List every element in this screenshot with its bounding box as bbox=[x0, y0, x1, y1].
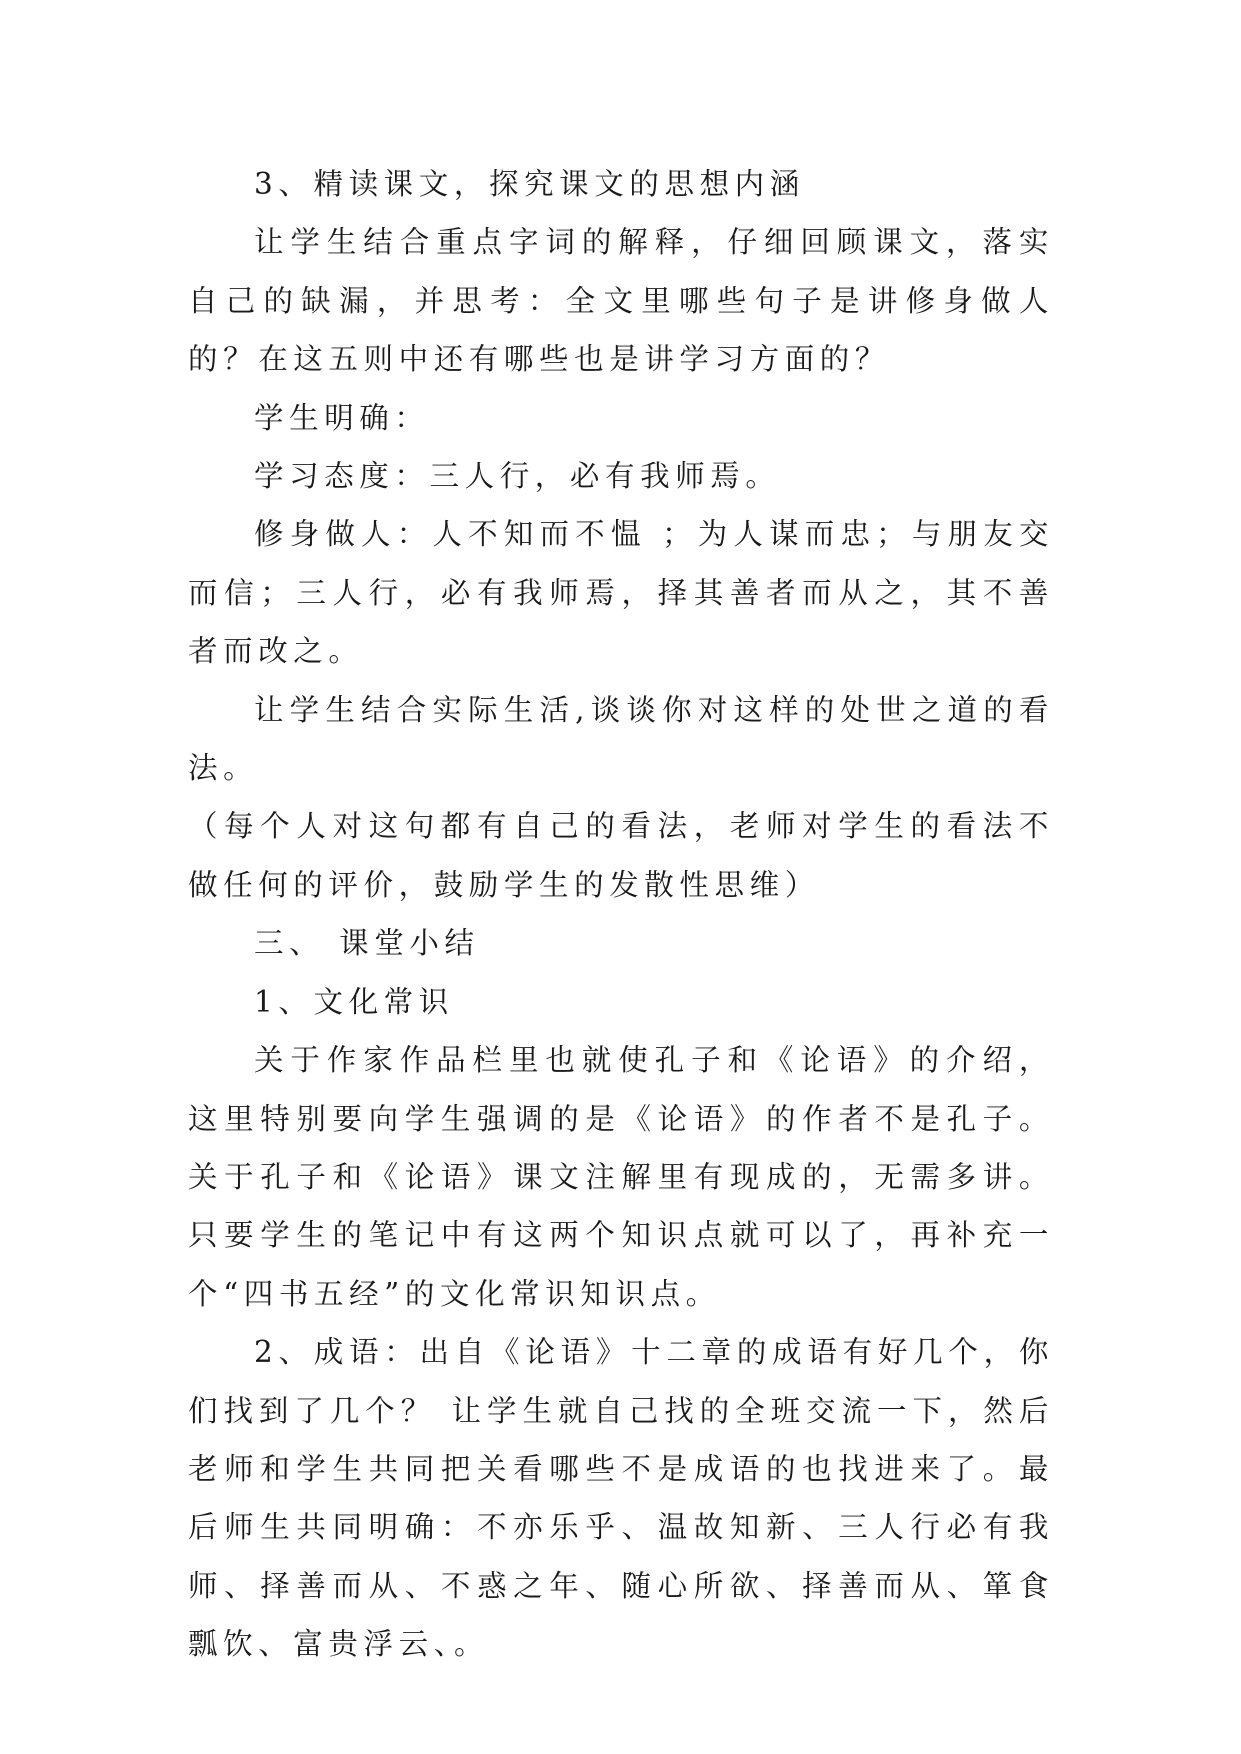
paragraph-teacher-note: （每个人对这句都有自己的看法，老师对学生的看法不做任何的评价，鼓励学生的发散性思维） bbox=[188, 809, 1054, 902]
paragraph-learning-attitude: 学习态度：三人行，必有我师焉。 bbox=[254, 459, 781, 494]
subheading-cultural-knowledge: 1、文化常识 bbox=[254, 984, 454, 1019]
paragraph-real-life-discussion: 让学生结合实际生活,谈谈你对这样的处世之道的看法。 bbox=[188, 692, 1054, 786]
paragraph-confucius-analects: 关于作家作品栏里也就使孔子和《论语》的介绍，这里特别要向学生强调的是《论语》的作者不是孔子。关于孔子和《论语》课文注解里有现成的，无需多讲。只要学生的笔记中有这两个知识点就可以了，再补充一个“四书五经”的文化常识知识点。 bbox=[188, 1043, 1054, 1311]
paragraph-self-cultivation: 修身做人：人不知而不愠 ；为人谋而忠；与朋友交而信；三人行，必有我师焉，择其善者而从之，其不善者而改之。 bbox=[188, 517, 1054, 669]
paragraph-review-instructions: 让学生结合重点字词的解释，仔细回顾课文，落实自己的缺漏，并思考：全文里哪些句子是讲修身做人的？在这五则中还有哪些也是讲学习方面的？ bbox=[188, 225, 1054, 377]
section-heading-class-summary: 三、 课堂小结 bbox=[254, 926, 480, 961]
document-page bbox=[188, 155, 1054, 1674]
section-heading-close-reading: 3、精读课文，探究课文的思想内涵 bbox=[254, 167, 805, 201]
paragraph-students-clarify: 学生明确： bbox=[254, 400, 430, 435]
paragraph-idioms: 2、成语：出自《论语》十二章的成语有好几个，你们找到了几个？ 让学生就自己找的全班交流一下，然后老师和学生共同把关看哪些不是成语的也找进来了。最后师生共同明确：不亦乐乎、温故知新、三人行必有我师、择善而从、不惑之年、随心所欲、择善而从、箪食瓢饮、富贵浮云、。 bbox=[188, 1335, 1054, 1662]
